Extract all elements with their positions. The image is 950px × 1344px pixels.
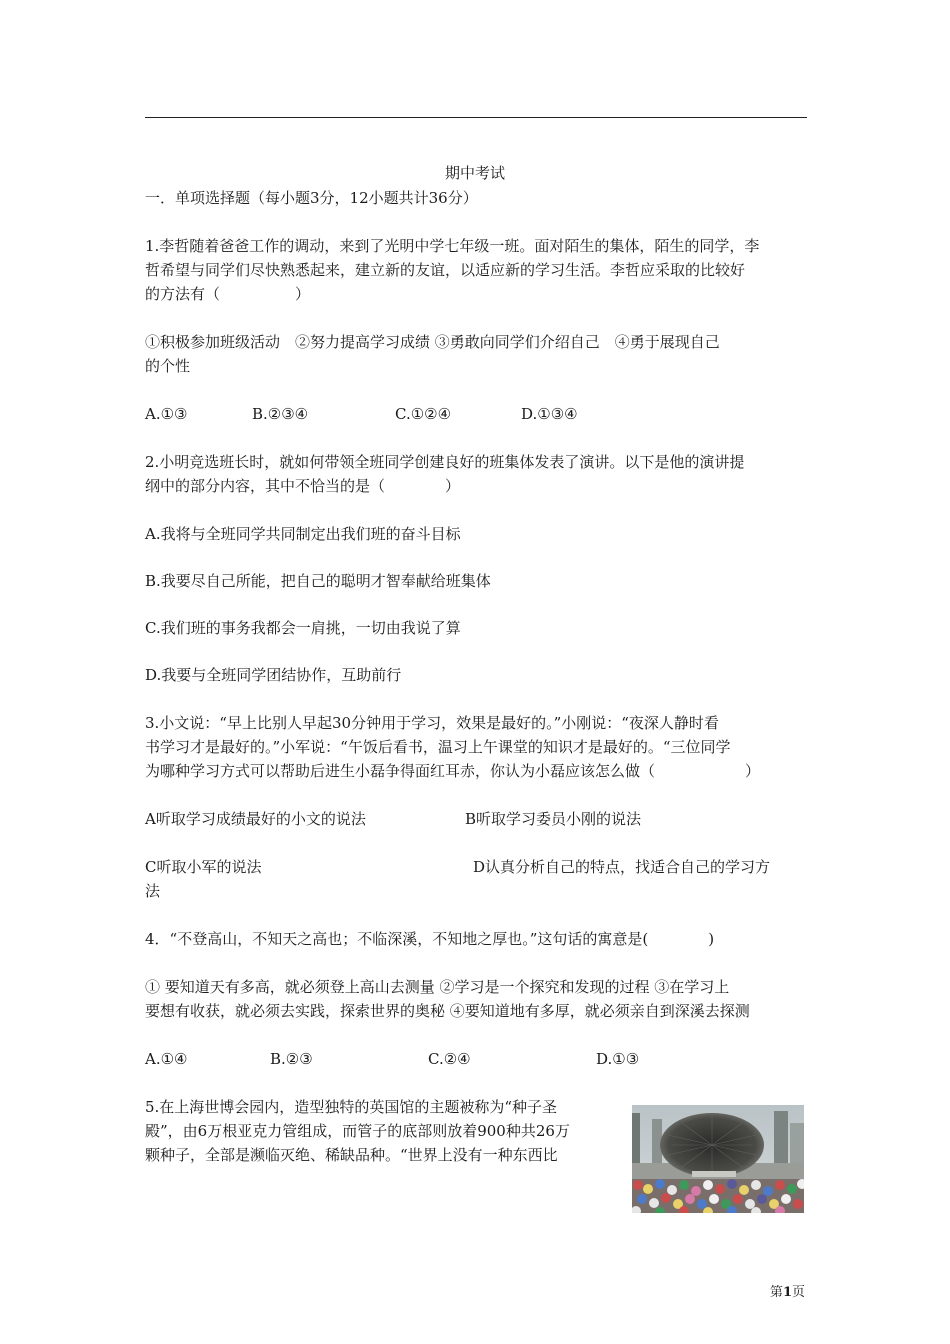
q1-option-d: D.①③④ — [521, 405, 578, 423]
q3-option-a: A听取学习成绩最好的小文的说法 — [145, 810, 366, 828]
q2-option-d: D.我要与全班同学团结协作，互助前行 — [145, 666, 402, 684]
q4-stem: 4．“不登高山，不知天之高也；不临深溪，不知地之厚也。”这句话的寓意是( ) — [145, 930, 715, 948]
q4-option-d: D.①③ — [596, 1050, 640, 1068]
q5-stem-line2: 殿”，由6万根亚克力管组成，而管子的底部则放着900种共26万 — [145, 1122, 570, 1140]
q3-stem-line1: 3.小文说：“早上比别人早起30分钟用于学习，效果是最好的。”小刚说：“夜深人静时看 — [145, 714, 719, 732]
q1-stem-line1: 1.李哲随着爸爸工作的调动，来到了光明中学七年级一班。面对陌生的集体，陌生的同学，李 — [145, 237, 760, 255]
q5-stem-line1: 5.在上海世博会园内，造型独特的英国馆的主题被称为“种子圣 — [145, 1098, 557, 1116]
q3-option-c: C听取小军的说法 — [145, 858, 262, 876]
q3-option-d-line2: 法 — [145, 882, 161, 900]
page-suffix: 页 — [791, 1285, 805, 1300]
page-prefix: 第 — [769, 1285, 783, 1300]
q3-stem-line2: 书学习才是最好的。”小军说：“午饭后看书，温习上午课堂的知识才是最好的。“三位同学 — [145, 738, 731, 756]
q4-items-line2: 要想有收获，就必须去实践，探索世界的奥秘 ④要知道地有多厚，就必须亲自到深溪去探测 — [145, 1002, 750, 1020]
q1-option-a: A.①③ — [145, 405, 188, 423]
q3-option-d-line1: D认真分析自己的特点，找适合自己的学习方 — [473, 858, 771, 876]
q1-stem-line3: 的方法有（ ） — [145, 285, 311, 303]
q4-option-c: C.②④ — [428, 1050, 471, 1068]
q1-stem-line2: 哲希望与同学们尽快熟悉起来，建立新的友谊，以适应新的学习生活。李哲应采取的比较好 — [145, 261, 746, 279]
uk-pavilion-photo — [632, 1105, 804, 1213]
q4-option-b: B.②③ — [270, 1050, 313, 1068]
header-rule — [145, 117, 807, 118]
section-heading: 一．单项选择题（每小题3分，12小题共计36分） — [145, 189, 478, 207]
q3-stem-line3: 为哪种学习方式可以帮助后进生小磊争得面红耳赤，你认为小磊应该怎么做（ ） — [145, 762, 761, 780]
q2-stem-line1: 2.小明竞选班长时，就如何带领全班同学创建良好的班集体发表了演讲。以下是他的演讲提 — [145, 453, 745, 471]
q1-items-line2: 的个性 — [145, 357, 191, 375]
q2-option-a: A.我将与全班同学共同制定出我们班的奋斗目标 — [145, 525, 461, 543]
page-title: 期中考试 — [444, 164, 505, 182]
q1-items-line1: ①积极参加班级活动 ②努力提高学习成绩 ③勇敢向同学们介绍自己 ④勇于展现自己 — [145, 333, 720, 351]
q1-option-c: C.①②④ — [395, 405, 452, 423]
page-number: 1 — [782, 1285, 792, 1300]
page-footer — [770, 1281, 805, 1300]
q2-option-c: C.我们班的事务我都会一肩挑，一切由我说了算 — [145, 619, 461, 637]
q4-option-a: A.①④ — [145, 1050, 188, 1068]
q5-stem-line3: 颗种子，全部是濒临灭绝、稀缺品种。“世界上没有一种东西比 — [145, 1146, 558, 1164]
q4-items-line1: ① 要知道天有多高，就必须登上高山去测量 ②学习是一个探究和发现的过程 ③在学习上 — [145, 978, 730, 996]
q2-stem-line2: 纲中的部分内容，其中不恰当的是（ ） — [145, 477, 461, 495]
q1-option-b: B.②③④ — [252, 405, 309, 423]
q3-option-b: B听取学习委员小刚的说法 — [465, 810, 642, 828]
q2-option-b: B.我要尽自己所能，把自己的聪明才智奉献给班集体 — [145, 572, 491, 590]
